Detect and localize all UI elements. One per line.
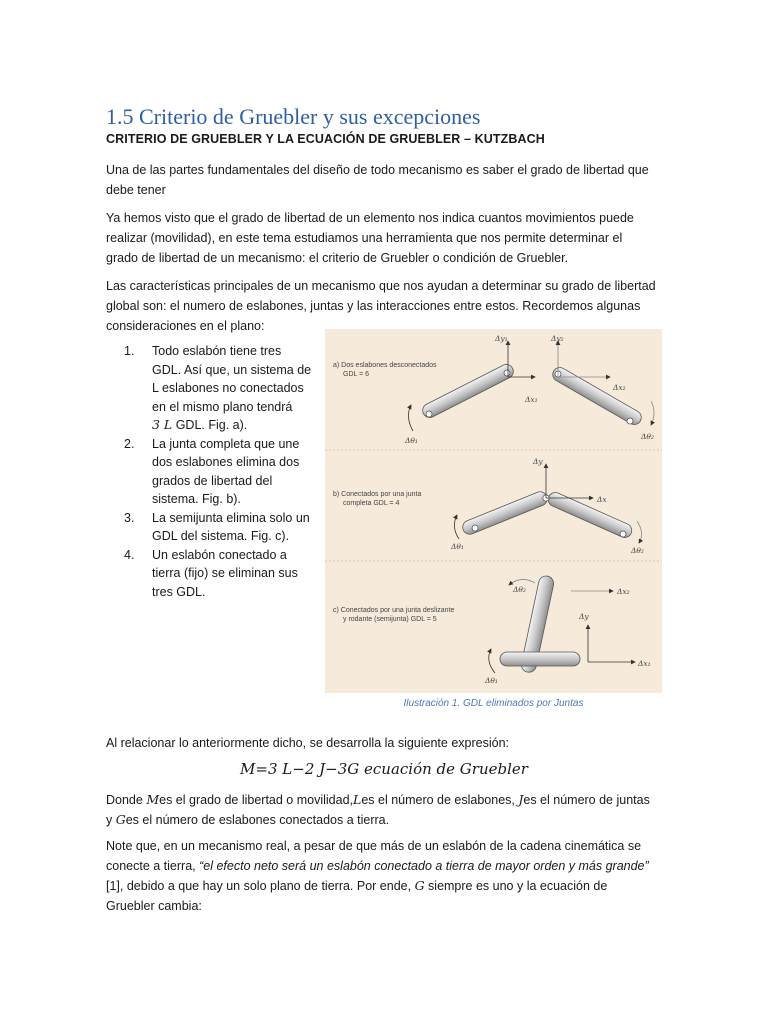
panel-b-label: b) Conectados por una junta — [333, 491, 422, 498]
label-dtheta1: Δθ₁ — [451, 542, 464, 551]
gruebler-equation: M=3 L−2 J−3G ecuación de Gruebler — [240, 760, 528, 778]
link-c-ground — [500, 652, 580, 666]
text-fragment: es el número de eslabones, — [361, 793, 519, 807]
panel-b-gdl: completa GDL = 4 — [343, 500, 400, 507]
text-line: grados de libertad del — [152, 473, 273, 488]
text-line: Las características principales de un mecanismo que nos ayudan a determinar su grado de libertad — [106, 279, 656, 293]
text-fragment: es el grado de libertad o movilidad, — [159, 793, 353, 807]
label-dtheta2: Δθ₂ — [631, 546, 644, 555]
list-item — [124, 435, 314, 509]
panel-a-gdl: GDL = 6 — [343, 371, 370, 378]
label-dx2: Δx₂ — [613, 383, 626, 392]
text-fragment: y — [106, 813, 116, 827]
list-item — [124, 509, 314, 546]
text-line: realizar (movilidad), en este tema estudiamos una herramienta que nos permite determinar el — [106, 231, 623, 245]
text-line: Ya hemos visto que el grado de libertad de un elemento nos indica cuantos movimientos puede — [106, 211, 634, 225]
text-line: Una de las partes fundamentales del diseño de todo mecanismo es saber el grado de libertad que — [106, 163, 649, 177]
math-symbol: G — [414, 878, 425, 893]
text-line — [106, 876, 662, 896]
text-line: Gruebler cambia: — [106, 899, 202, 913]
figure-drawing — [325, 329, 662, 693]
link-b1 — [461, 490, 550, 537]
considerations-list — [124, 342, 314, 601]
text-line: La junta completa que une — [152, 436, 300, 451]
list-item — [124, 342, 314, 435]
figure-gdl-joints — [325, 329, 662, 693]
text-line: tierra (fijo) se eliminan sus — [152, 566, 298, 580]
text-line: debe tener — [106, 183, 166, 197]
figure-caption: Ilustración 1. GDL eliminados por Juntas — [403, 698, 584, 709]
text-line — [106, 856, 662, 876]
text-fragment: es el número de eslabones conectados a tierra. — [125, 813, 390, 827]
list-number: 2. — [124, 436, 135, 451]
link-a2 — [550, 365, 644, 427]
label-dy: Δy — [533, 457, 543, 466]
text-fragment: es el número de juntas — [523, 793, 650, 807]
list-number: 4. — [124, 547, 135, 562]
text-line: global son: el numero de eslabones, juntas y las interacciones entre estos. Recordemos algunas — [106, 299, 641, 313]
math-symbol: J — [518, 792, 524, 807]
label-dtheta1: Δθ₁ — [485, 676, 498, 685]
math-symbol: G — [115, 812, 126, 827]
paragraph-relation: Al relacionar lo anteriormente dicho, se desarrolla la siguiente expresión: — [106, 736, 509, 750]
list-number: 1. — [124, 344, 135, 358]
text-line: Note que, en un mecanismo real, a pesar de que más de un eslabón de la cadena cinemática se — [106, 839, 642, 853]
list-number: 3. — [124, 510, 135, 525]
label-dtheta2: Δθ₂ — [513, 585, 526, 594]
text-line: L eslabones no conectados — [152, 381, 304, 395]
text-line — [106, 790, 662, 810]
panel-a-label: a) Dos eslabones desconectados — [333, 362, 437, 369]
text-fragment: siempre es uno y la ecuación de — [424, 879, 608, 893]
label-dy1: Δy₁ — [495, 334, 508, 343]
rotation-arrow — [637, 521, 642, 543]
text-line: dos eslabones elimina dos — [152, 455, 300, 469]
text-line — [152, 416, 314, 435]
text-line: sistema. Fig. b). — [152, 492, 241, 506]
section-subtitle: CRITERIO DE GRUEBLER Y LA ECUACIÓN DE GRUEBLER – KUTZBACH — [106, 132, 545, 146]
link-a1 — [420, 362, 515, 420]
text-fragment: conecte a tierra, — [106, 859, 200, 873]
panel-c-label: c) Conectados por una junta deslizante — [333, 607, 455, 614]
label-dx2: Δx₂ — [617, 587, 630, 596]
text-fragment: GDL. Fig. a). — [172, 418, 248, 432]
quote-text: “el efecto neto será un eslabón conectado a tierra de mayor orden y más grande” — [199, 859, 649, 873]
text-line: La semijunta elimina solo un — [152, 510, 310, 525]
label-dx1: Δx₁ — [525, 395, 538, 404]
text-line: Un eslabón conectado a — [152, 547, 287, 562]
text-line: GDL. Así que, un sistema de — [152, 362, 312, 377]
text-line: grado de libertad de un mecanismo: el criterio de Gruebler o condición de Gruebler. — [106, 251, 569, 265]
text-line: consideraciones en el plano: — [106, 319, 265, 333]
text-line: Todo eslabón tiene tres — [152, 344, 282, 358]
text-line: tres GDL. — [152, 584, 206, 599]
section-title: 1.5 Criterio de Gruebler y sus excepciones — [106, 104, 481, 129]
rotation-arrow — [489, 649, 495, 673]
text-fragment: [1], debido a que hay un solo plano de tierra. Por ende, — [106, 879, 415, 893]
text-fragment: Donde — [106, 793, 147, 807]
rotation-arrow — [408, 405, 413, 431]
paragraph-characteristics — [106, 276, 662, 336]
label-dy: Δy — [579, 612, 589, 621]
label-dy2: Δy₂ — [551, 334, 564, 343]
math-symbol: 3 L — [152, 417, 173, 432]
text-line — [106, 810, 662, 830]
paragraph-note — [106, 836, 662, 916]
rotation-arrow — [454, 515, 459, 539]
rotation-arrow — [651, 401, 654, 425]
label-dx: Δx — [597, 495, 607, 504]
paragraph-definition — [106, 208, 662, 268]
label-dtheta2: Δθ₂ — [641, 432, 654, 441]
label-dx1: Δx₁ — [638, 659, 651, 668]
list-item — [124, 546, 314, 602]
text-line: en el mismo plano tendrá — [152, 399, 293, 414]
math-symbol: L — [353, 792, 362, 807]
label-dtheta1: Δθ₁ — [405, 436, 418, 445]
paragraph-variables — [106, 790, 662, 830]
text-line: GDL del sistema. Fig. c). — [152, 529, 290, 543]
panel-c-gdl: y rodante (semijunta) GDL = 5 — [343, 616, 437, 623]
math-symbol: M — [146, 792, 160, 807]
paragraph-intro — [106, 160, 662, 200]
